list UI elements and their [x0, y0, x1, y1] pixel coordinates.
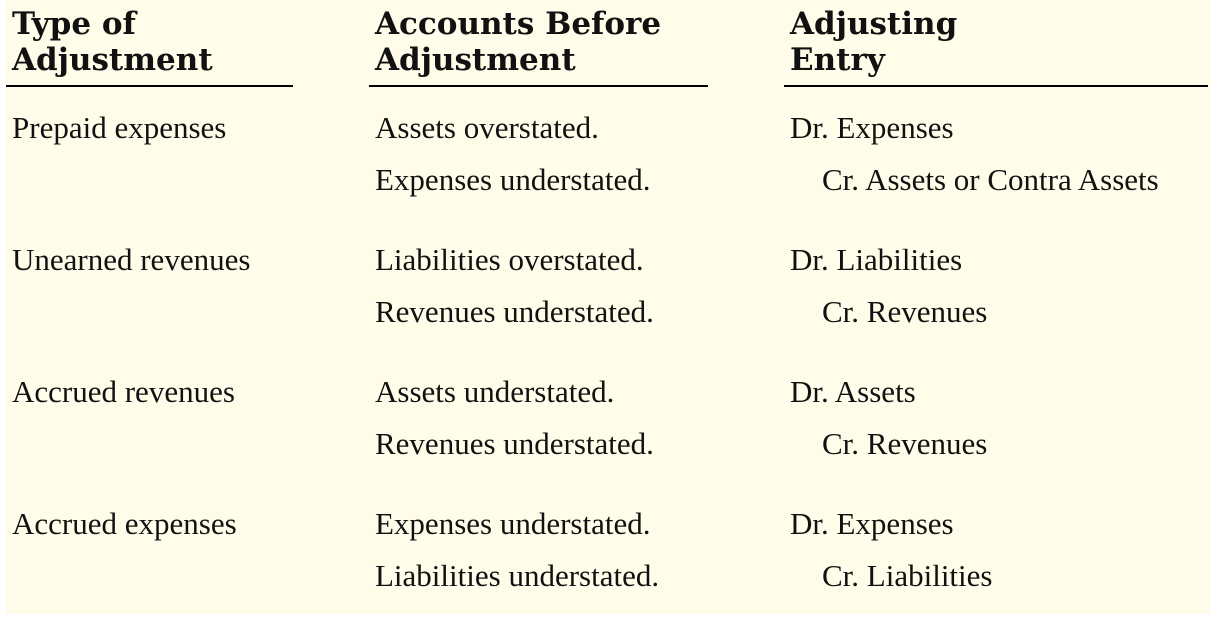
row-debit-entry: Dr. Liabilities — [790, 242, 963, 277]
row-type: Unearned revenues — [12, 242, 251, 277]
row-account-line: Revenues understated. — [375, 426, 654, 461]
header-line: Entry — [790, 42, 885, 78]
row-account-line: Expenses understated. — [375, 162, 651, 197]
row-type: Accrued expenses — [12, 506, 237, 541]
row-credit-entry: Cr. Assets or Contra Assets — [822, 162, 1159, 197]
header-line: Accounts Before — [375, 6, 662, 42]
header-rule-entry — [784, 85, 1208, 87]
header-adjusting-entry — [790, 6, 957, 78]
row-account-line: Expenses understated. — [375, 506, 651, 541]
header-accounts-before-adjustment — [375, 6, 661, 78]
header-rule-accounts — [369, 85, 708, 87]
row-debit-entry: Dr. Expenses — [790, 110, 954, 145]
row-type: Accrued revenues — [12, 374, 235, 409]
row-account-line: Liabilities understated. — [375, 558, 660, 593]
row-account-line: Revenues understated. — [375, 294, 654, 329]
row-account-line: Assets understated. — [375, 374, 615, 409]
row-account-line: Assets overstated. — [375, 110, 599, 145]
row-debit-entry: Dr. Expenses — [790, 506, 954, 541]
row-credit-entry: Cr. Revenues — [822, 294, 988, 329]
row-type: Prepaid expenses — [12, 110, 227, 145]
header-type-of-adjustment — [12, 6, 213, 78]
row-debit-entry: Dr. Assets — [790, 374, 916, 409]
row-credit-entry: Cr. Revenues — [822, 426, 988, 461]
header-line: Adjustment — [12, 42, 213, 78]
row-credit-entry: Cr. Liabilities — [822, 558, 993, 593]
header-line: Type of — [12, 6, 136, 42]
adjustments-table — [6, 0, 1210, 614]
header-line: Adjusting — [790, 6, 958, 42]
row-account-line: Liabilities overstated. — [375, 242, 644, 277]
header-rule-type — [6, 85, 293, 87]
header-line: Adjustment — [375, 42, 576, 78]
